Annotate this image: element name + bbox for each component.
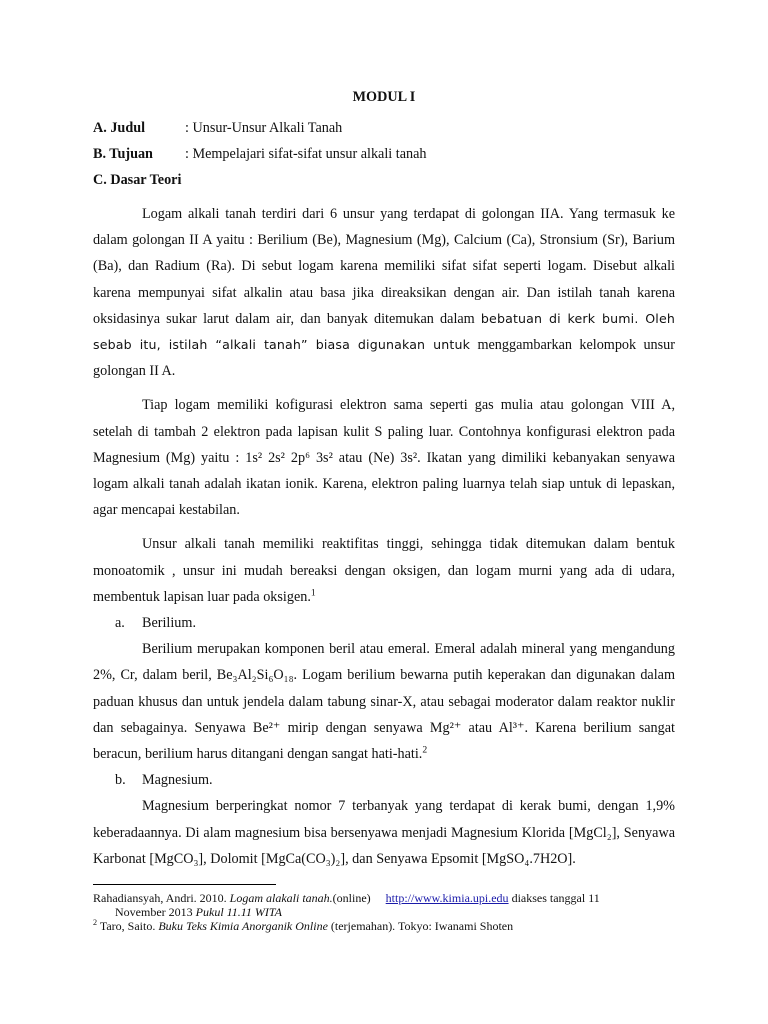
- paragraph-berilium-b: . Logam berilium bewarna putih keperakan dan digunakan dalam paduan khusus dan untuk jendela dalam tabung sinar-X, atau sebagai moderator dalam reaktor nuklir dan sebagainya. Senyawa: [93, 667, 675, 736]
- document-body: [93, 84, 675, 872]
- paragraph-reactivity: [93, 531, 675, 610]
- footnote-2-number: 2: [93, 918, 98, 927]
- judul-value: : Unsur-Unsur Alkali Tanah: [185, 120, 343, 136]
- footnote-2: [93, 919, 675, 933]
- tujuan-row: [93, 141, 675, 167]
- footnote-1-author: Rahadiansyah, Andri. 2010.: [93, 891, 230, 905]
- paragraph-configuration: [93, 392, 675, 523]
- paragraph-magnesium-b: , Senyawa Karbonat: [93, 824, 675, 867]
- paragraph-reactivity-text: Unsur alkali tanah memiliki reaktifitas tinggi, sehingga tidak ditemukan dalam bentuk monoatomik , unsur ini mudah bereaksi dengan oksigen, dan logam murni yang ada di udara, membentuk lapisan luar pada oksigen.: [93, 536, 675, 605]
- ion-mg: Mg²⁺: [429, 719, 462, 736]
- list-label-berilium: Berilium.: [142, 615, 196, 632]
- page-title: MODUL I: [352, 89, 416, 105]
- paragraph-magnesium-c: , Dolomit: [203, 850, 262, 867]
- footnote-1-link[interactable]: http://www.kimia.upi.edu: [385, 891, 509, 905]
- paragraph-configuration-c: . Ikatan yang dimiliki kebanyakan senyawa logam alkali tanah adalah ikatan ionik. Karena, elektron paling luarnya telah siap untuk di lepaskan, agar mencapai kestabilan.: [93, 449, 675, 519]
- list-marker-b: b.: [115, 772, 126, 789]
- footnote-2-author: Taro, Saito.: [97, 919, 159, 933]
- paragraph-intro-end: menggambarkan kelompok unsur golongan II A.: [93, 337, 675, 380]
- footnote-1-online: (online): [332, 891, 371, 905]
- judul-row: [93, 115, 675, 141]
- paragraph-berilium: [93, 636, 675, 767]
- paragraph-magnesium-d: , dan Senyawa Epsomit: [345, 850, 482, 867]
- formula-dolomit: [MgCa(CO₃)₂]: [261, 850, 346, 867]
- electron-config-ne: 3s²: [400, 449, 418, 466]
- footnote-separator: [93, 884, 276, 885]
- paragraph-magnesium-e: .: [572, 850, 576, 867]
- paragraph-intro-sans-text: bebatuan di kerk bumi. Oleh sebab itu, istilah “alkali tanah” biasa digunakan untuk: [93, 310, 675, 353]
- judul-label: A. Judul: [93, 120, 146, 136]
- paragraph-configuration-a: Tiap logam memiliki kofigurasi elektron sama seperti gas mulia atau golongan VIII A, setelah di tambah 2 elektron pada lapisan kulit S paling luar. Contohnya konfigurasi elektron pada Magnesium (Mg) yaitu :: [93, 397, 675, 466]
- list-item-magnesium: [93, 767, 675, 793]
- paragraph-berilium-a: Berilium merupakan komponen beril atau emeral. Emeral adalah mineral yang mengandung 2%, Cr, dalam beril,: [93, 641, 675, 684]
- section-heading-dasar-teori: C. Dasar Teori: [93, 172, 182, 188]
- formula-mgco3: [MgCO₃]: [149, 850, 204, 867]
- list-item-berilium: [93, 610, 675, 636]
- footnotes: [93, 884, 675, 933]
- tujuan-label: B. Tujuan: [93, 146, 153, 162]
- formula-epsomit: [MgSO₄.7H2O]: [481, 850, 573, 867]
- paragraph-intro-text: Logam alkali tanah terdiri dari 6 unsur yang terdapat di golongan IIA. Yang termasuk ke dalam golongan II A yaitu : Berilium (Be), Magnesium (Mg), Calcium (Ca), Stronsium (Sr), Barium (Ba), dan Radium (Ra). Di sebut logam karena memiliki sifat sifat seperti logam. Disebut alkali karena mempunyai sifat alkalin atau basa jika direaksikan dengan air. Dan istilah tanah karena oksidasinya sukar larut dalam air, dan banyak ditemukan dalam: [93, 206, 675, 327]
- footnote-ref-1[interactable]: 1: [310, 587, 316, 599]
- tujuan-value: : Mempelajari sifat-sifat unsur alkali tanah: [185, 146, 427, 162]
- footnote-ref-2[interactable]: 2: [422, 744, 428, 756]
- paragraph-intro: [93, 201, 675, 384]
- paragraph-magnesium-a: Magnesium berperingkat nomor 7 terbanyak yang terdapat di kerak bumi, dengan 1,9% keberadaannya. Di alam magnesium bisa bersenyawa menjadi Magnesium Klorida: [93, 798, 675, 841]
- paragraph-magnesium: [93, 793, 675, 872]
- footnote-1: [93, 891, 675, 919]
- formula-mgcl2: [MgCl₂]: [568, 824, 617, 841]
- ion-al: Al³⁺: [498, 719, 525, 736]
- ion-be: Be²⁺: [252, 719, 281, 736]
- list-label-magnesium: Magnesium.: [142, 772, 213, 789]
- footnote-2-publisher: (terjemahan). Tokyo: Iwanami Shoten: [327, 919, 514, 933]
- paragraph-configuration-b: atau (Ne): [332, 449, 401, 466]
- footnote-1-accessed: diakses tanggal 11: [508, 891, 600, 905]
- electron-config-mg: 1s² 2s² 2p⁶ 3s²: [245, 449, 333, 466]
- footnote-1-date: November 2013: [115, 905, 196, 919]
- paragraph-berilium-c: mirip dengan senyawa: [280, 719, 430, 736]
- paragraph-berilium-e: . Karena berilium sangat beracun, berilium harus ditangani dengan sangat hati-hati.: [93, 719, 675, 763]
- footnote-1-time: Pukul 11.11 WITA: [195, 905, 282, 919]
- paragraph-berilium-d: atau: [461, 719, 499, 736]
- list-marker-a: a.: [115, 615, 125, 632]
- footnote-1-continuation: [93, 905, 675, 919]
- formula-beryl: Be₃Al₂Si₆O₁₈: [216, 667, 294, 684]
- module-meta: [93, 115, 675, 167]
- footnote-1-title: Logam alakali tanah.: [229, 891, 333, 905]
- footnote-2-title: Buku Teks Kimia Anorganik Online: [158, 919, 328, 933]
